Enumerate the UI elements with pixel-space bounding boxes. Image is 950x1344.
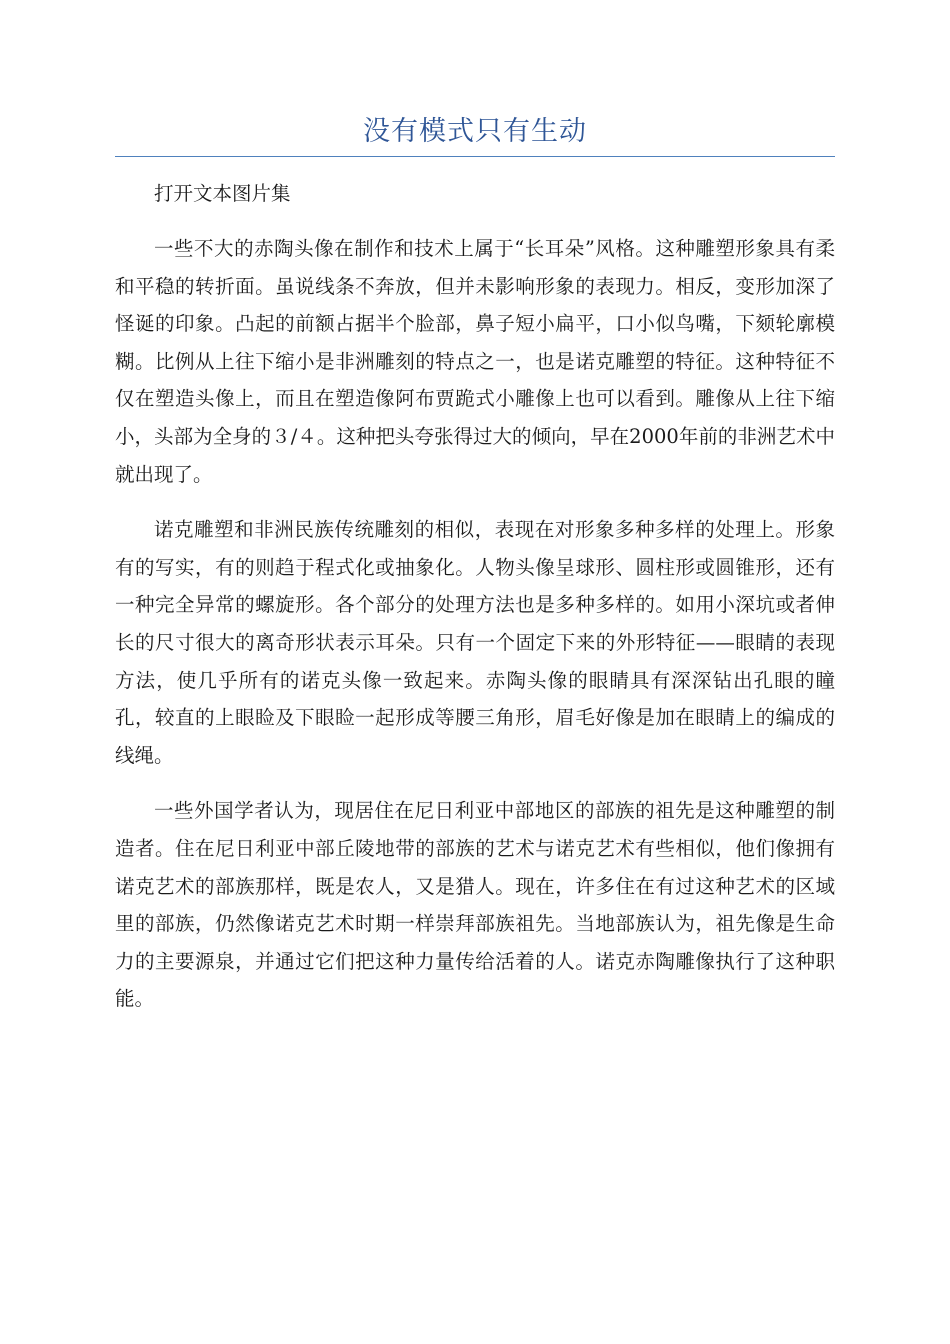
page-title: 没有模式只有生动 (363, 116, 587, 147)
document-body (115, 175, 835, 1036)
subtitle: 打开文本图片集 (154, 182, 291, 205)
paragraph-1: 一些不大的赤陶头像在制作和技术上属于“长耳朵”风格。这种雕塑形象具有柔和平稳的转折面。虽说线条不奔放，但并未影响形象的表现力。相反，变形加深了怪诞的印象。凸起的前额占据半个脸部，鼻子短小扁平，口小似鸟嘴，下颏轮廓模糊。比例从上往下缩小是非洲雕刻的特点之一，也是诺克雕塑的特征。这种特征不仅在塑造头像上，而且在塑造像阿布贾跪式小雕像上也可以看到。雕像从上往下缩小，头部为全身的３/４。这种把头夸张得过大的倾向，早在2000年前的非洲艺术中就出现了。 (115, 237, 835, 486)
title-block (115, 112, 835, 157)
paragraph-2: 诺克雕塑和非洲民族传统雕刻的相似，表现在对形象多种多样的处理上。形象有的写实，有的则趋于程式化或抽象化。人物头像呈球形、圆柱形或圆锥形，还有一种完全异常的螺旋形。各个部分的处理方法也是多种多样的。如用小深坑或者伸长的尺寸很大的离奇形状表示耳朵。只有一个固定下来的外形特征——眼睛的表现方法，使几乎所有的诺克头像一致起来。赤陶头像的眼睛具有深深钻出孔眼的瞳孔，较直的上眼睑及下眼睑一起形成等腰三角形，眉毛好像是加在眼睛上的编成的线绳。 (115, 518, 835, 767)
paragraph-3: 一些外国学者认为，现居住在尼日利亚中部地区的部族的祖先是这种雕塑的制造者。住在尼日利亚中部丘陵地带的部族的艺术与诺克艺术有些相似，他们像拥有诺克艺术的部族那样，既是农人，又是猎人。现在，许多住在有过这种艺术的区域里的部族，仍然像诺克艺术时期一样崇拜部族祖先。当地部族认为，祖先像是生命力的主要源泉，并通过它们把这种力量传给活着的人。诺克赤陶雕像执行了这种职能。 (115, 799, 835, 1011)
